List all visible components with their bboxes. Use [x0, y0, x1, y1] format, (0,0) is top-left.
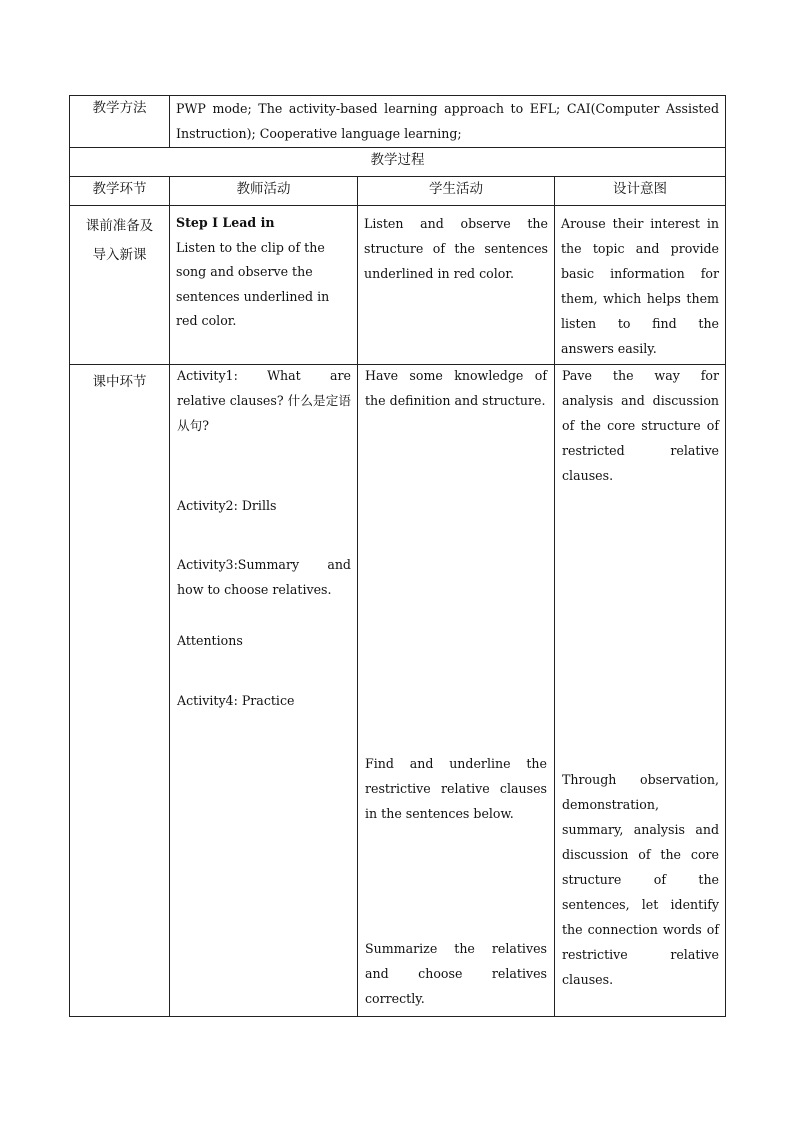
process-title-row — [70, 148, 726, 177]
activity2-text: Activity2: Drills — [177, 498, 277, 513]
method-label: 教学方法 — [70, 96, 170, 148]
activity1-text: Activity1: What are relative clauses? 什么是定语从句? — [177, 368, 351, 433]
stage2-row — [70, 365, 726, 1017]
method-row — [70, 96, 726, 148]
stage1-label: 课前准备及导入新课 — [70, 206, 170, 365]
stage2-intent-cell — [555, 365, 726, 1017]
header-teacher: 教师活动 — [170, 177, 358, 206]
header-intent: 设计意图 — [555, 177, 726, 206]
stage1-intent-text: Arouse their interest in the topic and provide basic information for them, which helps them listen to find the answers easily. — [555, 206, 726, 365]
activity4-text: Activity4: Practice — [177, 693, 295, 708]
process-title: 教学过程 — [70, 148, 726, 177]
stage2-student-cell — [358, 365, 555, 1017]
method-text: PWP mode; The activity-based learning approach to EFL; CAI(Computer Assisted Instruction); Cooperative language learning; — [170, 96, 726, 148]
student3-text: Summarize the relatives and choose relatives correctly. — [365, 941, 547, 1006]
intent2-text: Through observation, demonstration, summary, analysis and discussion of the core structure of the sentences, let identify the connection words of restrictive relative clauses. — [562, 772, 720, 987]
header-row — [70, 177, 726, 206]
attentions-text: Attentions — [177, 633, 243, 648]
stage1-row — [70, 206, 726, 365]
header-student: 学生活动 — [358, 177, 555, 206]
stage2-label: 课中环节 — [70, 365, 170, 1017]
student1-text: Have some knowledge of the definition and structure. — [365, 368, 547, 408]
student2-text: Find and underline the restrictive relative clauses in the sentences below. — [365, 756, 547, 821]
intent1-text: Pave the way for analysis and discussion of the core structure of restricted relative clauses. — [562, 368, 720, 483]
activity3-text: Activity3:Summary and how to choose relatives. — [177, 557, 351, 597]
stage1-teacher-cell — [170, 206, 358, 365]
header-stage: 教学环节 — [70, 177, 170, 206]
stage1-student-text: Listen and observe the structure of the sentences underlined in red color. — [358, 206, 555, 365]
stage2-teacher-cell — [170, 365, 358, 1017]
lesson-plan-table — [69, 95, 726, 1017]
stage1-teacher-text: Listen to the clip of the song and observe the sentences underlined in red color. — [176, 239, 330, 328]
stage1-teacher-title: Step I Lead in — [176, 215, 275, 230]
